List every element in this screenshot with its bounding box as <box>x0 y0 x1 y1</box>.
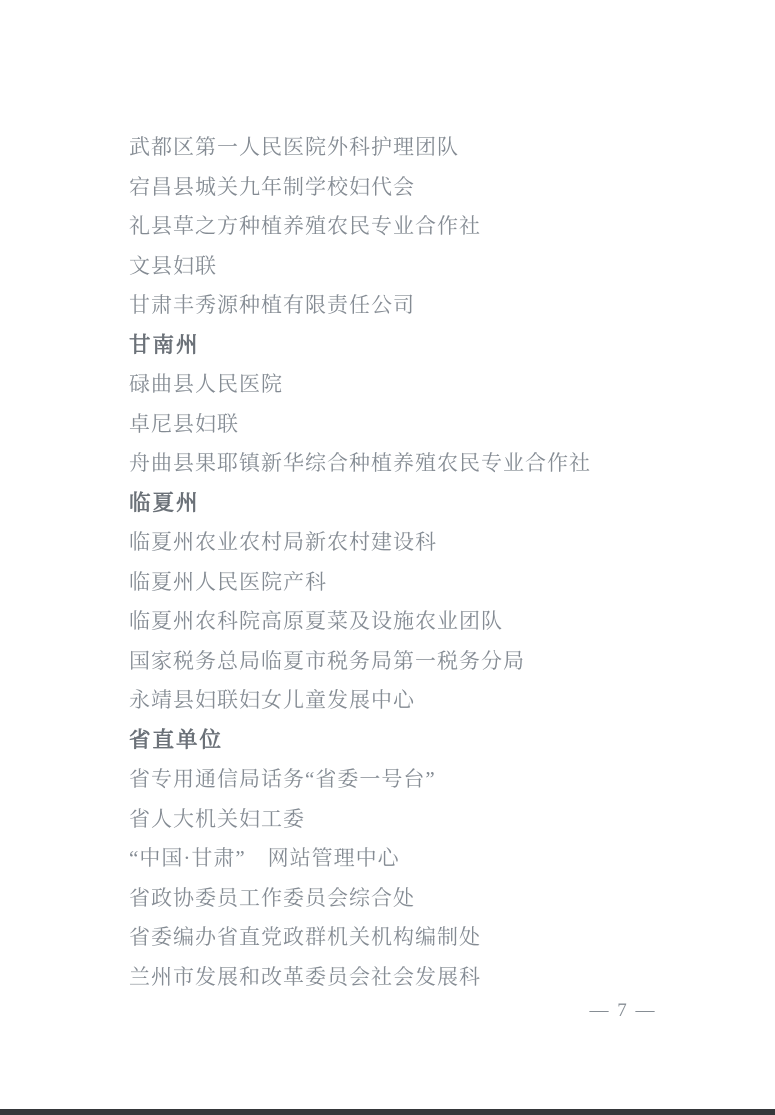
list-item: 文县妇联 <box>129 253 217 278</box>
list-item: 临夏州人民医院产科 <box>129 569 327 594</box>
list-item: 省委编办省直党政群机关机构编制处 <box>129 925 481 949</box>
list-item: 省专用通信局话务“省委一号台” <box>129 767 436 791</box>
list-item: 武都区第一人民医院外科护理团队 <box>129 135 459 159</box>
scan-edge-artifact <box>0 1109 775 1115</box>
section-header: 甘南州 <box>129 332 200 357</box>
list-item: 甘肃丰秀源种植有限责任公司 <box>129 293 415 317</box>
list-item: 临夏州农科院高原夏菜及设施农业团队 <box>129 609 503 633</box>
list-item: 碌曲县人民医院 <box>129 372 283 396</box>
list-item: 省人大机关妇工委 <box>129 806 305 831</box>
list-item: 临夏州农业农村局新农村建设科 <box>129 530 437 554</box>
section-header: 临夏州 <box>129 490 200 515</box>
recognition-list <box>129 128 739 997</box>
list-item: 省政协委员工作委员会综合处 <box>129 885 415 910</box>
list-item: “中国·甘肃” 网站管理中心 <box>129 846 400 870</box>
list-item: 宕昌县城关九年制学校妇代会 <box>129 174 415 199</box>
list-item: 兰州市发展和改革委员会社会发展科 <box>129 964 481 989</box>
page-number: — 7 — <box>589 1000 657 1021</box>
list-item: 国家税务总局临夏市税务局第一税务分局 <box>129 648 525 673</box>
list-item: 舟曲县果耶镇新华综合种植养殖农民专业合作社 <box>129 451 591 475</box>
list-item: 礼县草之方种植养殖农民专业合作社 <box>129 214 481 238</box>
list-item: 卓尼县妇联 <box>129 411 239 436</box>
section-header: 省直单位 <box>129 727 224 752</box>
list-item: 永靖县妇联妇女儿童发展中心 <box>129 688 415 712</box>
